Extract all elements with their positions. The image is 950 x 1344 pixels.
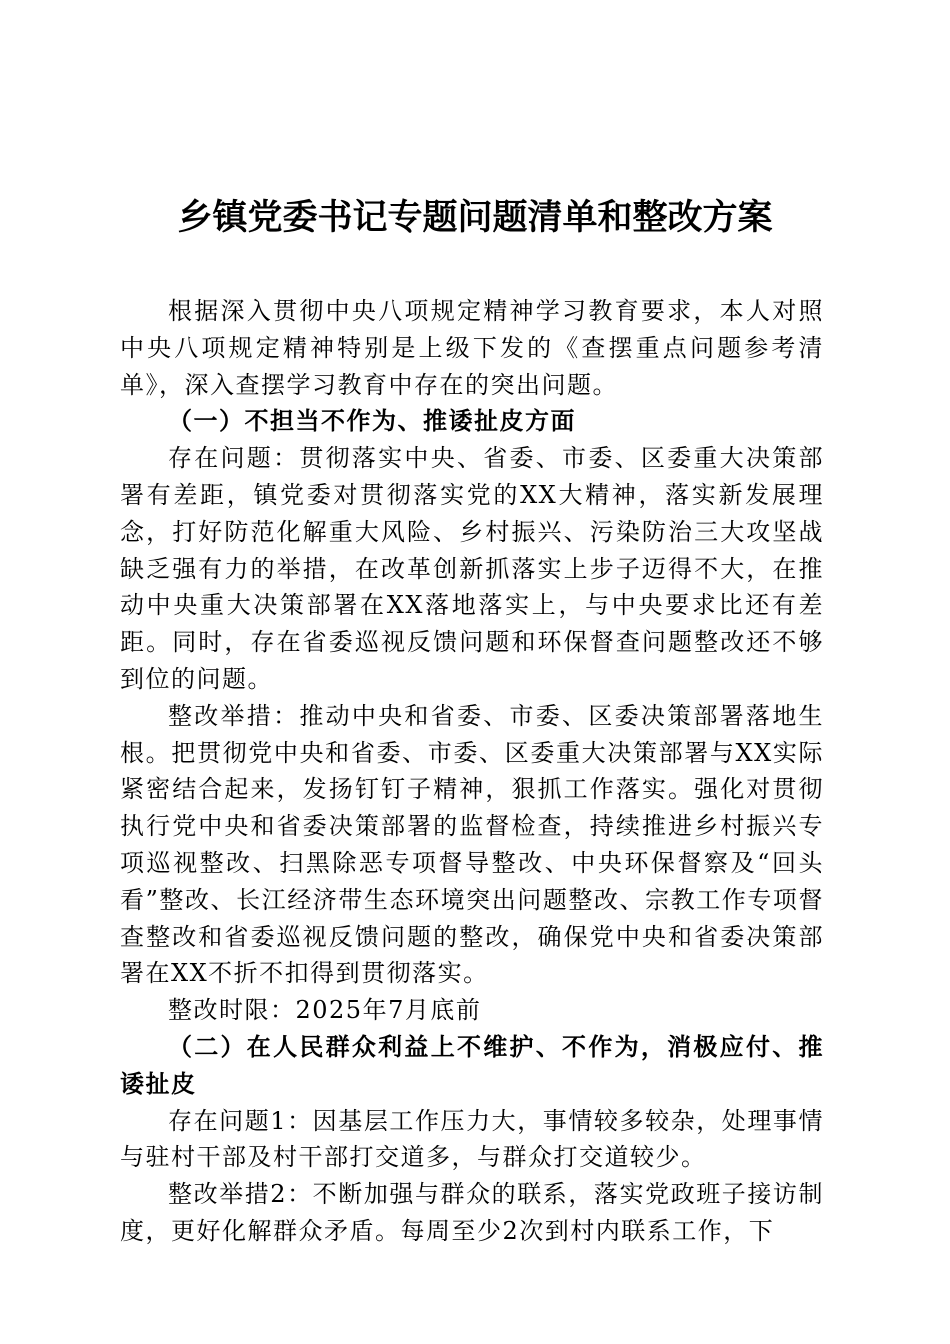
document-title: 乡镇党委书记专题问题清单和整改方案 [177,197,773,238]
problem-paragraph-1: 存在问题：贯彻落实中央、省委、市委、区委重大决策部署有差距，镇党委对贯彻落实党的XX大精神，落实新发展理念，打好防范化解重大风险、乡村振兴、污染防治三大攻坚战缺乏强有力的举措，在改革创新抓落实上步子迈得不大，在推动中央重大决策部署在XX落地落实上，与中央要求比还有差距。同时，存在省委巡视反馈问题和环保督查问题整改还不够到位的问题。 [120,444,824,693]
document-body [120,293,824,1250]
deadline-paragraph-1: 整改时限：2025年7月底前 [168,996,482,1025]
section-heading-2: （二）在人民群众利益上不维护、不作为，消极应付、推诿扯皮 [120,1031,824,1098]
section-heading-1: （一）不担当不作为、推诿扯皮方面 [168,406,576,436]
measure-paragraph-1: 整改举措：推动中央和省委、市委、区委决策部署落地生根。把贯彻党中央和省委、市委、区委重大决策部署与XX实际紧密结合起来，发扬钉钉子精神，狠抓工作落实。强化对贯彻执行党中央和省委决策部署的监督检查，持续推进乡村振兴专项巡视整改、扫黑除恶专项督导整改、中央环保督察及“回头看”整改、长江经济带生态环境突出问题整改、宗教工作专项督查整改和省委巡视反馈问题的整改，确保党中央和省委决策部署在XX不折不扣得到贯彻落实。 [120,701,824,988]
measure-paragraph-2: 整改举措2：不断加强与群众的联系，落实党政班子接访制度，更好化解群众矛盾。每周至少2次到村内联系工作，下 [120,1180,824,1245]
intro-paragraph: 根据深入贯彻中央八项规定精神学习教育要求，本人对照中央八项规定精神特别是上级下发的《查摆重点问题参考清单》，深入查摆学习教育中存在的突出问题。 [120,297,824,399]
problem-paragraph-2: 存在问题1：因基层工作压力大，事情较多较杂，处理事情与驻村干部及村干部打交道多，与群众打交道较少。 [120,1106,824,1172]
